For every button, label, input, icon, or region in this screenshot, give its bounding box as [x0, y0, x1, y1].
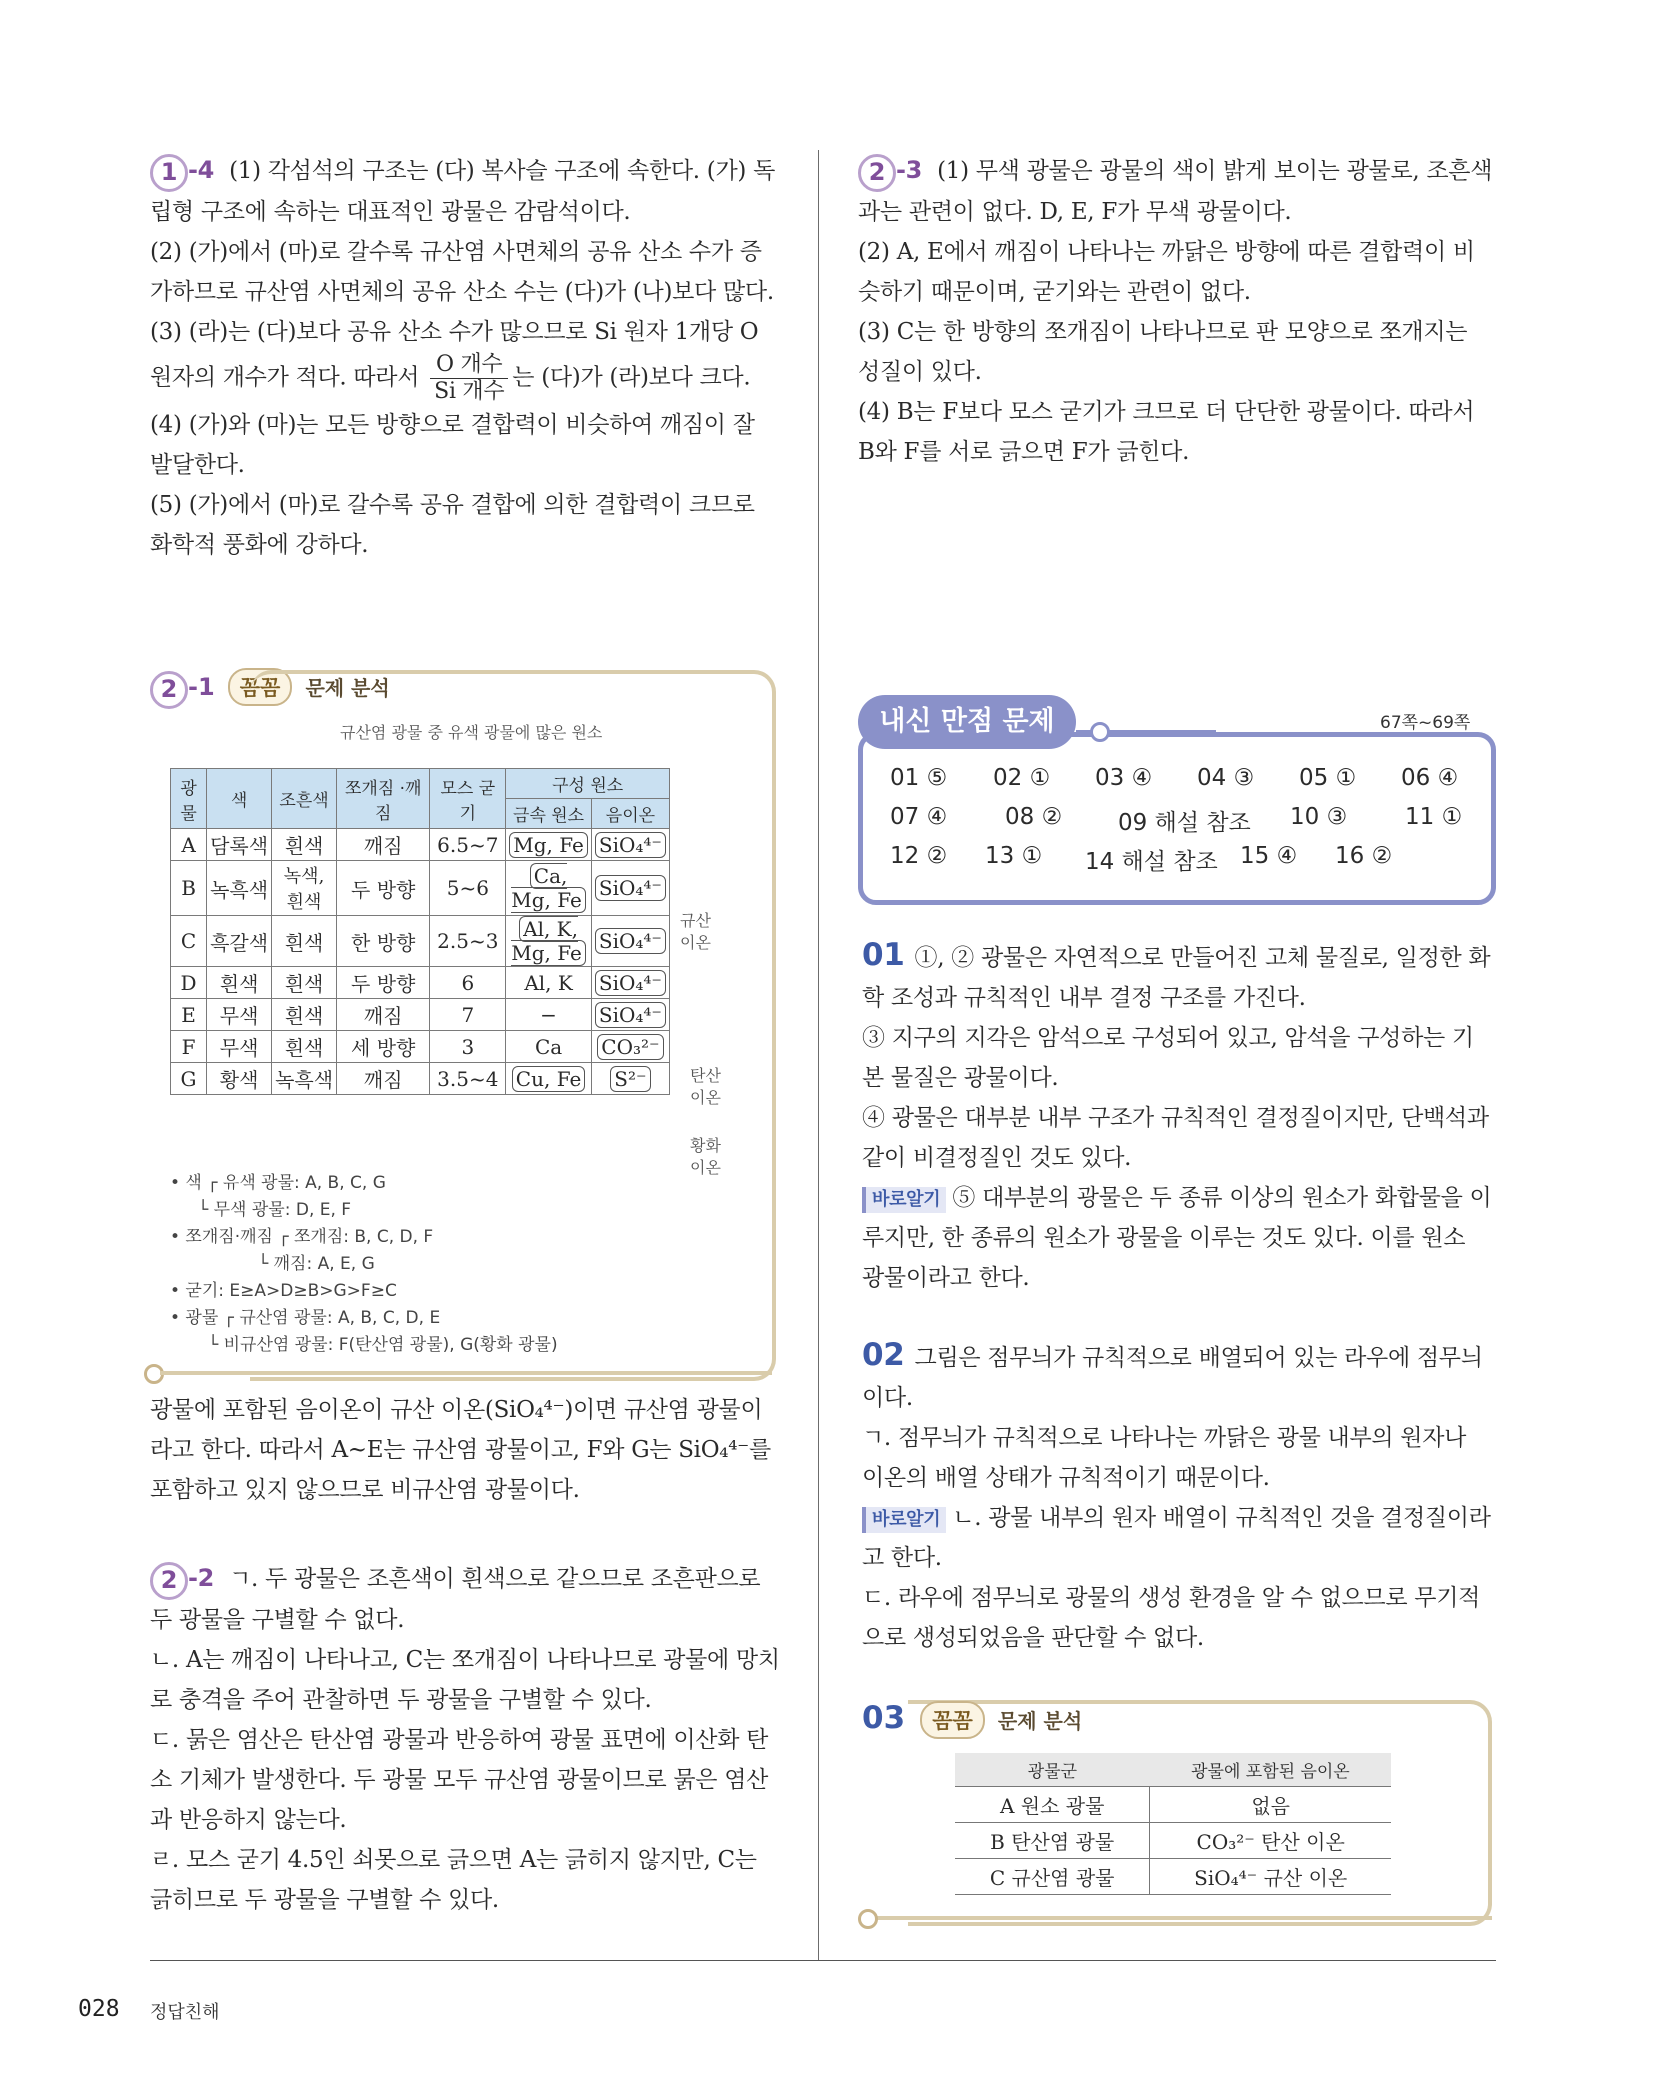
answer-item: 13 ①: [985, 843, 1043, 869]
page-range: 67쪽~69쪽: [1380, 713, 1471, 733]
header-anion: 음이온: [591, 799, 669, 829]
header-anion: 광물에 포함된 음이온: [1150, 1753, 1391, 1787]
kkomkkom-tag: 꼼꼼: [920, 1701, 985, 1739]
header-group: 광물군: [955, 1753, 1150, 1787]
answer-item: 06 ④: [1401, 765, 1459, 791]
paragraph: (1) 무색 광물은 광물의 색이 밝게 보이는 광물로, 조흔색과는 관련이 없다. D, E, F가 무색 광물이다.: [858, 158, 1493, 225]
question-number: 02: [862, 1337, 905, 1373]
answer-02: [862, 1335, 1494, 1658]
answer-item: 04 ③: [1197, 765, 1255, 791]
paragraph: ③ 지구의 지각은 암석으로 구성되어 있고, 암석을 구성하는 기본 물질은 광물이다.: [862, 1025, 1474, 1091]
note-line: • 광물 ┌ 규산염 광물: A, B, C, D, E: [170, 1308, 441, 1328]
question-label: -4: [188, 156, 215, 184]
paragraph: (3) C는 한 방향의 쪼개짐이 나타나므로 판 모양으로 쪼개지는 성질이 있다.: [858, 319, 1468, 385]
question-badge: 2: [150, 671, 188, 709]
question-number: 01: [862, 937, 905, 973]
paragraph: ⑤ 대부분의 광물은 두 종류 이상의 원소가 화합물을 이루지만, 한 종류의 원소가 광물을 이루는 것도 있다. 이를 원소 광물이라고 한다.: [862, 1185, 1492, 1291]
table-row: E 무색 흰색 깨짐 7 − SiO₄⁴⁻: [171, 999, 670, 1031]
table-row: C 규산염 광물 SiO₄⁴⁻ 규산 이온: [955, 1859, 1391, 1895]
note-line: └ 비규산염 광물: F(탄산염 광물), G(황화 광물): [208, 1335, 558, 1355]
answer-item: 05 ①: [1299, 765, 1357, 791]
table-row: B 탄산염 광물 CO₃²⁻ 탄산 이온: [955, 1823, 1391, 1859]
paragraph: ④ 광물은 대부분 내부 구조가 규칙적인 결정질이지만, 단백석과 같이 비결정질인 것도 있다.: [862, 1105, 1489, 1171]
note-line: └ 깨짐: A, E, G: [258, 1254, 375, 1274]
header-metal: 금속 원소: [506, 799, 592, 829]
correction-tag: 바로알기: [862, 1507, 946, 1533]
answer-item: 12 ②: [890, 843, 948, 869]
table-row: C 흑갈색 흰색 한 방향 2.5~3 Al, K, Mg, Fe SiO₄⁴⁻: [171, 916, 670, 967]
panel-endcap: [858, 1909, 878, 1929]
right-column: [858, 150, 1494, 472]
paragraph: (5) (가)에서 (마)로 갈수록 공유 결합에 의한 결합력이 크므로 화학적 풍화에 강하다.: [150, 492, 755, 558]
note-line: └ 무색 광물: D, E, F: [198, 1200, 352, 1220]
side-label-carbonate: 탄산 이온: [690, 1066, 721, 1107]
answer-item: 03 ④: [1095, 765, 1153, 791]
analysis-notes: [170, 1170, 670, 1359]
note-line: • 굳기: E≥A>D≥B>G>F≥C: [170, 1281, 397, 1301]
paragraph: (2) A, E에서 깨짐이 나타나는 까닭은 방향에 따른 결합력이 비슷하기 때문이며, 굳기와는 관련이 없다.: [858, 239, 1475, 305]
table-row: G 황색 녹흑색 깨짐 3.5~4 Cu, Fe S²⁻: [171, 1063, 670, 1095]
question-badge: 1: [150, 154, 188, 192]
answer-item: 15 ④: [1240, 843, 1298, 869]
answer-item: 16 ②: [1335, 843, 1393, 869]
paragraph: (4) B는 F보다 모스 굳기가 크므로 더 단단한 광물이다. 따라서 B와 F를 서로 긁으면 F가 긁힌다.: [858, 399, 1475, 465]
paragraph: ㄴ. 광물 내부의 원자 배열이 규칙적인 것을 결정질이라고 한다.: [862, 1505, 1491, 1571]
answer-2-2: [150, 1558, 780, 1920]
paragraph: 그림은 점무늬가 규칙적으로 배열되어 있는 라우에 점무늬이다.: [862, 1345, 1483, 1411]
question-number: 03: [862, 1700, 906, 1736]
callout-label: 규산염 광물 중 유색 광물에 많은 원소: [340, 723, 603, 742]
paragraph: (4) (가)와 (마)는 모든 방향으로 결합력이 비슷하여 깨짐이 잘 발달한다.: [150, 412, 755, 478]
title-dot: [1090, 722, 1110, 742]
correction-tag: 바로알기: [862, 1187, 946, 1213]
header-composition: 구성 원소: [506, 769, 670, 799]
panel-bottom-rule: [862, 1916, 1492, 1920]
column-divider: [818, 150, 819, 1960]
mineral-table: [170, 768, 670, 1095]
page-number: 028: [78, 1996, 120, 2022]
header-color: 색: [207, 769, 272, 829]
analysis-title: 문제 분석: [997, 1709, 1083, 1733]
answer-item: 10 ③: [1290, 804, 1348, 830]
answer-item: 08 ②: [1005, 804, 1063, 830]
table-row: F 무색 흰색 세 방향 3 Ca CO₃²⁻: [171, 1031, 670, 1063]
side-label-sulfide: 황화 이온: [690, 1136, 721, 1177]
question-badge: 2: [858, 154, 896, 192]
paragraph: (1) 각섬석의 구조는 (다) 복사슬 구조에 속한다. (가) 독립형 구조에 속하는 대표적인 광물은 감람석이다.: [150, 158, 775, 225]
paragraph: (2) (가)에서 (마)로 갈수록 규산염 사면체의 공유 산소 수가 증가하므로 규산염 사면체의 공유 산소 수는 (다)가 (나)보다 많다.: [150, 239, 774, 305]
answer-item: 07 ④: [890, 804, 948, 830]
header-hardness: 모스 굳기: [430, 769, 506, 829]
left-column: [150, 150, 780, 1913]
answer-item: 02 ①: [993, 765, 1051, 791]
table-row: D 흰색 흰색 두 방향 6 Al, K SiO₄⁴⁻: [171, 967, 670, 999]
fraction: $\frac{\text{O 개수}}{\text{Si 개수}}$: [430, 352, 508, 405]
question-badge: 2: [150, 1562, 188, 1600]
ion-table: [955, 1753, 1391, 1895]
footer-rule: [150, 1960, 1496, 1961]
answer-item: 01 ⑤: [890, 765, 948, 791]
footer-title: 정답친해: [150, 2002, 220, 2023]
paragraph: ㄱ. 점무늬가 규칙적으로 나타나는 까닭은 광물 내부의 원자나 이온의 배열 상태가 규칙적이기 때문이다.: [862, 1425, 1467, 1491]
paragraph: ㄴ. A는 깨짐이 나타나고, C는 쪼개짐이 나타나므로 광물에 망치로 충격을 주어 관찰하면 두 광물을 구별할 수 있다.: [150, 1647, 780, 1713]
note-line: • 색 ┌ 유색 광물: A, B, C, G: [170, 1173, 386, 1193]
side-label-silicate: 규산 이온: [680, 911, 711, 952]
panel-bottom-rule: [160, 1371, 772, 1375]
table-row: A 담록색 흰색 깨짐 6.5~7 Mg, Fe SiO₄⁴⁻: [171, 829, 670, 861]
question-label: -3: [896, 156, 923, 184]
kkomkkom-tag: 꼼꼼: [228, 668, 293, 706]
answer-2-3: [858, 150, 1494, 472]
header-streak: 조흔색: [272, 769, 337, 829]
paragraph: ㄹ. 모스 굳기 4.5인 쇠못으로 긁으면 A는 긁히지 않지만, C는 긁히므로 두 광물을 구별할 수 있다.: [150, 1847, 757, 1913]
header-cleavage: 쪼개짐 ·깨짐: [337, 769, 430, 829]
paragraph: ㄱ. 두 광물은 조흔색이 흰색으로 같으므로 조흔판으로 두 광물을 구별할 수 없다.: [150, 1566, 761, 1633]
table-row: B 녹흑색 녹색, 흰색 두 방향 5~6 Ca, Mg, Fe SiO₄⁴⁻: [171, 861, 670, 916]
paragraph: ㄷ. 묽은 염산은 탄산염 광물과 반응하여 광물 표면에 이산화 탄소 기체가 발생한다. 두 광물 모두 규산염 광물이므로 묽은 염산과 반응하지 않는다.: [150, 1727, 769, 1833]
answer-03-heading: [862, 1700, 1082, 1739]
answer-item: 14 해설 참조: [1085, 849, 1218, 875]
section-title: 내신 만점 문제: [858, 695, 1076, 749]
analysis-title: 문제 분석: [305, 676, 390, 700]
answer-01: [862, 935, 1494, 1298]
answer-1-4: [150, 150, 780, 565]
paragraph: 광물에 포함된 음이온이 규산 이온(SiO₄⁴⁻)이면 규산염 광물이라고 한다. 따라서 A~E는 규산염 광물이고, F와 G는 SiO₄⁴⁻를 포함하고 있지 않으므로 비규산염 광물이다.: [150, 1397, 771, 1503]
question-label: -2: [188, 1564, 215, 1592]
paragraph: ㄷ. 라우에 점무늬로 광물의 생성 환경을 알 수 없으므로 무기적으로 생성되었음을 판단할 수 없다.: [862, 1585, 1481, 1651]
paragraph: (3) (라)는 (다)보다 공유 산소 수가 많으므로 Si 원자 1개당 O 원자의 개수가 적다. 따라서 $\frac{\text{O 개수}}{\text{Si 개수}}$ 는 (다)가 (라)보다 크다.: [150, 319, 759, 404]
note-line: • 쪼개짐·깨짐 ┌ 쪼개짐: B, C, D, F: [170, 1227, 434, 1247]
table-row: A 원소 광물 없음: [955, 1787, 1391, 1823]
question-label: -1: [188, 673, 215, 701]
answer-item: 09 해설 참조: [1118, 810, 1251, 836]
paragraph: ①, ② 광물은 자연적으로 만들어진 고체 물질로, 일정한 화학 조성과 규칙적인 내부 결정 구조를 가진다.: [862, 945, 1491, 1011]
header-mineral: 광물: [171, 769, 207, 829]
answer-item: 11 ①: [1405, 804, 1463, 830]
